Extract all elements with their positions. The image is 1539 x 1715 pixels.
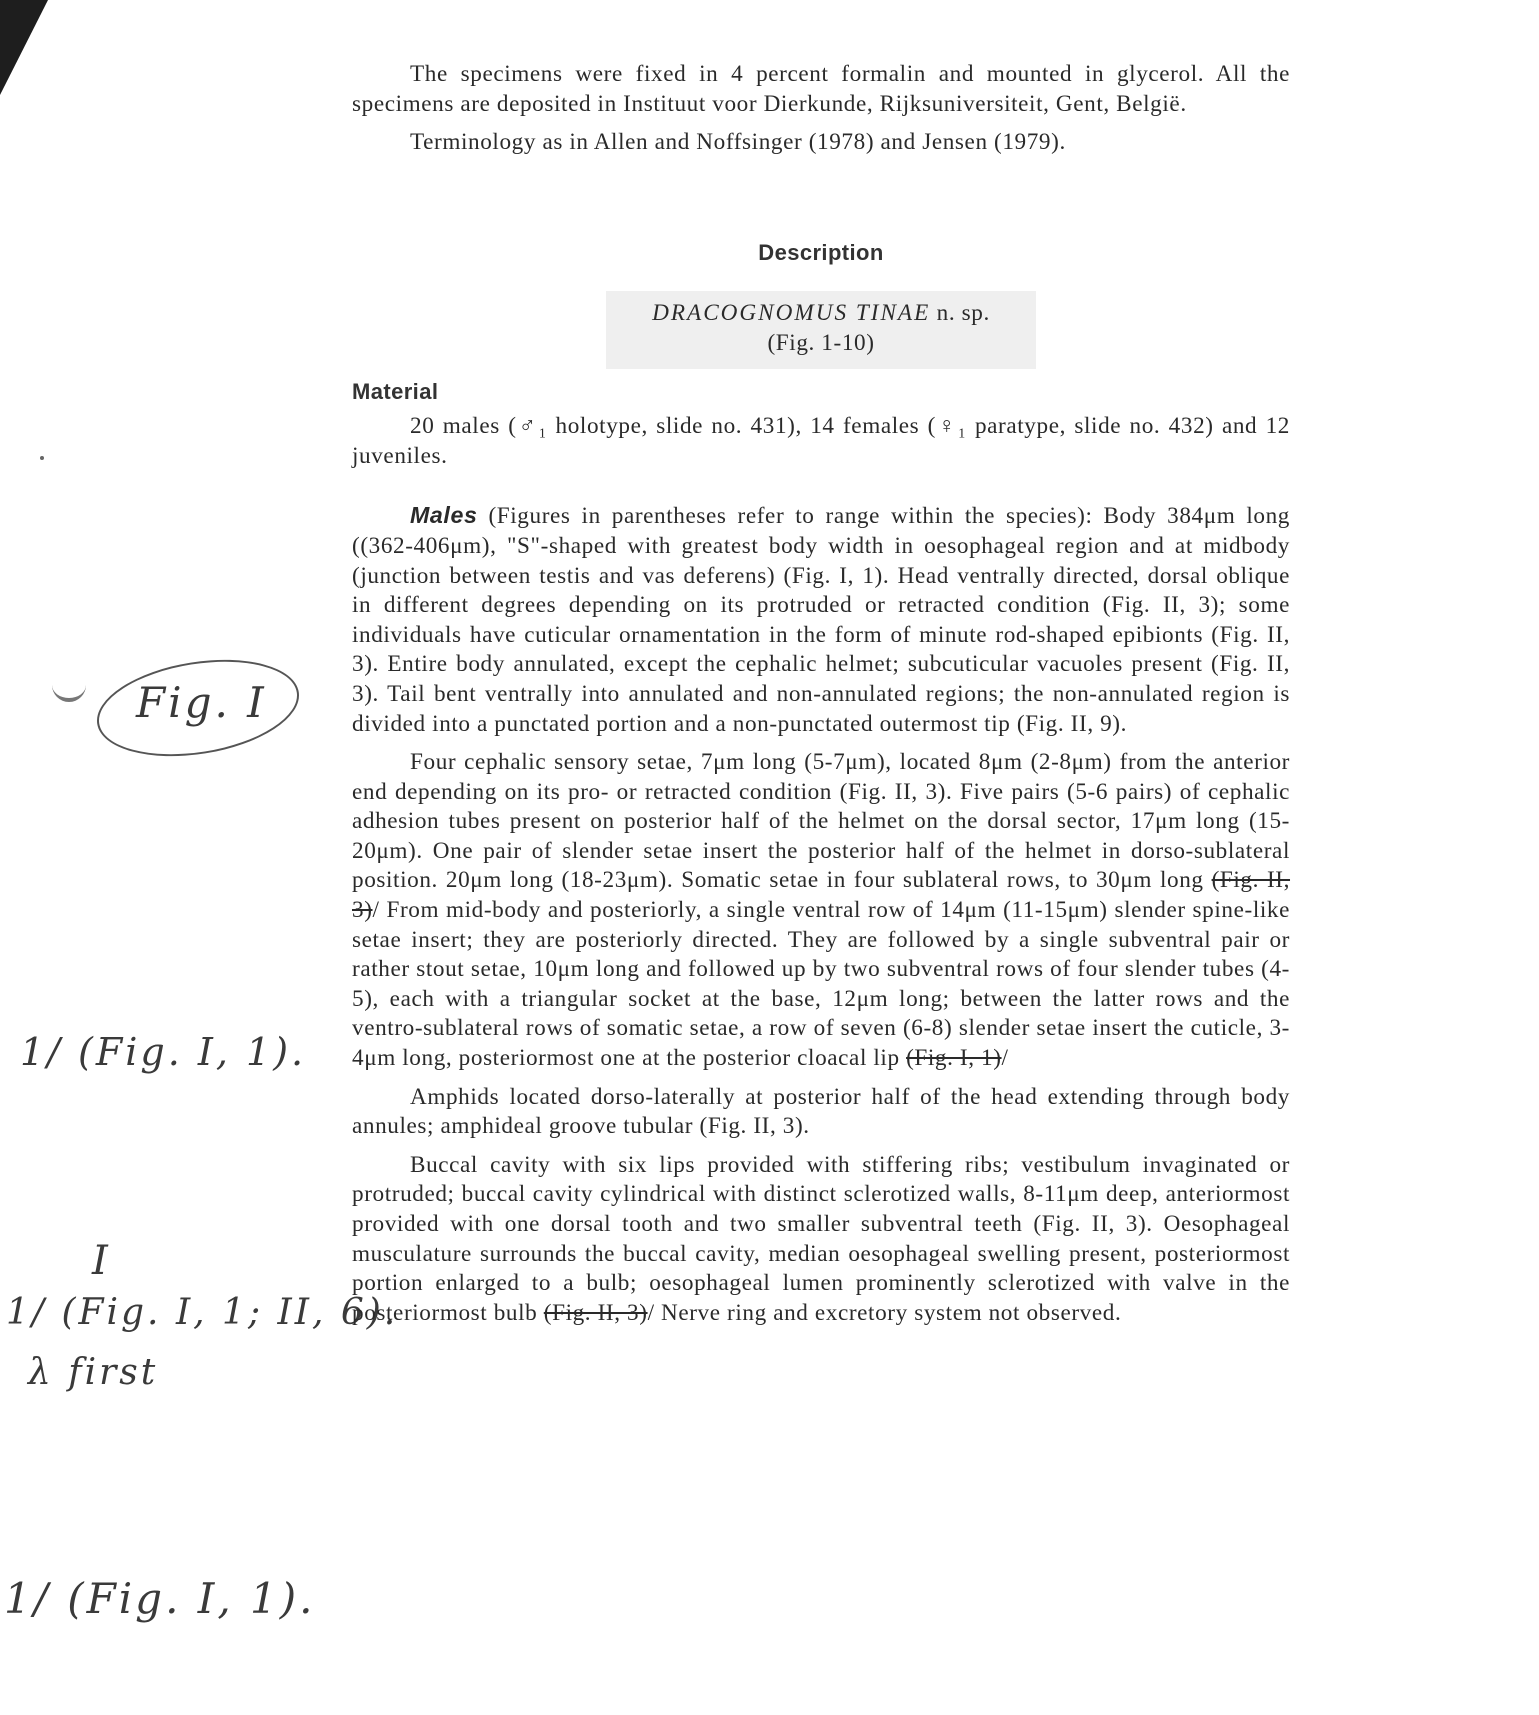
handwritten-note-fig-i-1-ii-6: 1/ (Fig. I, 1; II, 6). bbox=[6, 1292, 399, 1333]
males-paragraph-1-text: (Figures in parentheses refer to range within the species): Body 384μm long ((362-406μm), "S"-shaped with greatest body width in oesophageal region and at midbody (junction between testis and vas deferens) (Fig. I, 1). Head ventrally directed, dorsal oblique in different degrees depending on its protruded or retracted condition (Fig. II, 3); some individuals have cuticular ornamentation in the form of minute rod-shaped epibionts (Fig. II, 3). Entire body annulated, except the cephalic helmet; subcuticular vacuoles present (Fig. II, 3). Tail bent ventrally into annulated and non-annulated regions; the non-annulated region is divided into a punctated portion and a non-punctated outermost tip (Fig. II, 9). bbox=[352, 503, 1290, 737]
material-paragraph: 20 males (♂₁ holotype, slide no. 431), 14 females (♀₁ paratype, slide no. 432) and 12 juveniles. bbox=[352, 413, 1290, 469]
document-body bbox=[352, 60, 1290, 1328]
section-heading-description: Description bbox=[758, 239, 884, 265]
handwritten-note-first: λ first bbox=[28, 1352, 159, 1393]
section-heading-material: Material bbox=[352, 378, 439, 404]
species-title bbox=[606, 299, 1036, 329]
species-name: DRACOGNOMUS TINAE bbox=[652, 300, 931, 327]
males-label: Males bbox=[410, 502, 478, 529]
males-paragraph-2-text-c: / bbox=[1001, 1045, 1009, 1072]
males-paragraph-4-text-a: Buccal cavity with six lips provided with stiffering ribs; vestibulum invaginated or protruded; buccal cavity cylindrical with distinct sclerotized walls, 8-11μm deep, anteriormost provided with one dorsal tooth and two smaller subventral teeth (Fig. II, 3). Oesophageal musculature surrounds the buccal cavity, median oesophageal swelling present, posteriormost portion enlarged to a bulb; oesophageal lumen prominently sclerotized with valve in the posteriormost bulb bbox=[352, 1151, 1290, 1326]
males-paragraph-2-text-a: Four cephalic sensory setae, 7μm long (5-7μm), located 8μm (2-8μm) from the anterior end depending on its pro- or retracted condition (Fig. II, 3). Five pairs (5-6 pairs) of cephalic adhesion tubes present on posterior half of the helmet on the dorsal sector, 17μm long (15-20μm). One pair of slender setae insert the posterior half of the helmet in dorso-sublateral position. 20μm long (18-23μm). Somatic setae in four sublateral rows, to 30μm long bbox=[352, 749, 1290, 894]
males-paragraph-2-text-b: / From mid-body and posteriorly, a single ventral row of 14μm (11-15μm) slender spine-like setae insert; they are posteriorly directed. They are followed by a single subventral pair or rather stout setae, 10μm long and followed up by two subventral rows of four slender tubes (4-5), each with a triangular socket at the base, 12μm long; between the latter rows and the ventro-sublateral rows of somatic setae, a row of seven (6-8) slender setae insert the cuticle, 3-4μm long, posteriormost one at the posterior cloacal lip bbox=[352, 897, 1290, 1072]
scan-speck bbox=[40, 456, 44, 460]
handwritten-hook-mark bbox=[52, 680, 86, 702]
species-suffix: n. sp. bbox=[930, 300, 990, 327]
intro-paragraph-1: The specimens were fixed in 4 percent formalin and mounted in glycerol. All the specimens are deposited in Instituut voor Dierkunde, Rijksuniversiteit, Gent, België. bbox=[352, 61, 1290, 117]
males-paragraph-3: Amphids located dorso-laterally at posterior half of the head extending through body annules; amphideal groove tubular (Fig. II, 3). bbox=[352, 1083, 1290, 1140]
struck-reference-2: (Fig. I, 1) bbox=[906, 1045, 1002, 1072]
males-paragraph-1 bbox=[352, 501, 1290, 739]
struck-reference-3: (Fig. II, 3) bbox=[543, 1299, 648, 1326]
species-title-block bbox=[606, 291, 1036, 368]
scan-corner-shadow bbox=[0, 0, 48, 95]
species-figure-ref: (Fig. 1-10) bbox=[767, 329, 875, 356]
handwritten-note-fig-i-1-a: 1/ (Fig. I, 1). bbox=[20, 1030, 307, 1074]
handwritten-note-roman-i: I bbox=[92, 1238, 111, 1284]
males-paragraph-2 bbox=[352, 748, 1290, 1074]
handwritten-note-fig-i: Fig. I bbox=[136, 678, 267, 727]
intro-paragraph-2: Terminology as in Allen and Noffsinger (1978) and Jensen (1979). bbox=[410, 129, 1066, 156]
struck-reference-1: (Fig. II, 3) bbox=[352, 867, 1291, 924]
handwritten-note-fig-i-1-b: 1/ (Fig. I, 1). bbox=[4, 1574, 316, 1623]
males-paragraph-4-text-b: / Nerve ring and excretory system not observed. bbox=[647, 1299, 1122, 1326]
males-paragraph-4 bbox=[352, 1151, 1290, 1329]
